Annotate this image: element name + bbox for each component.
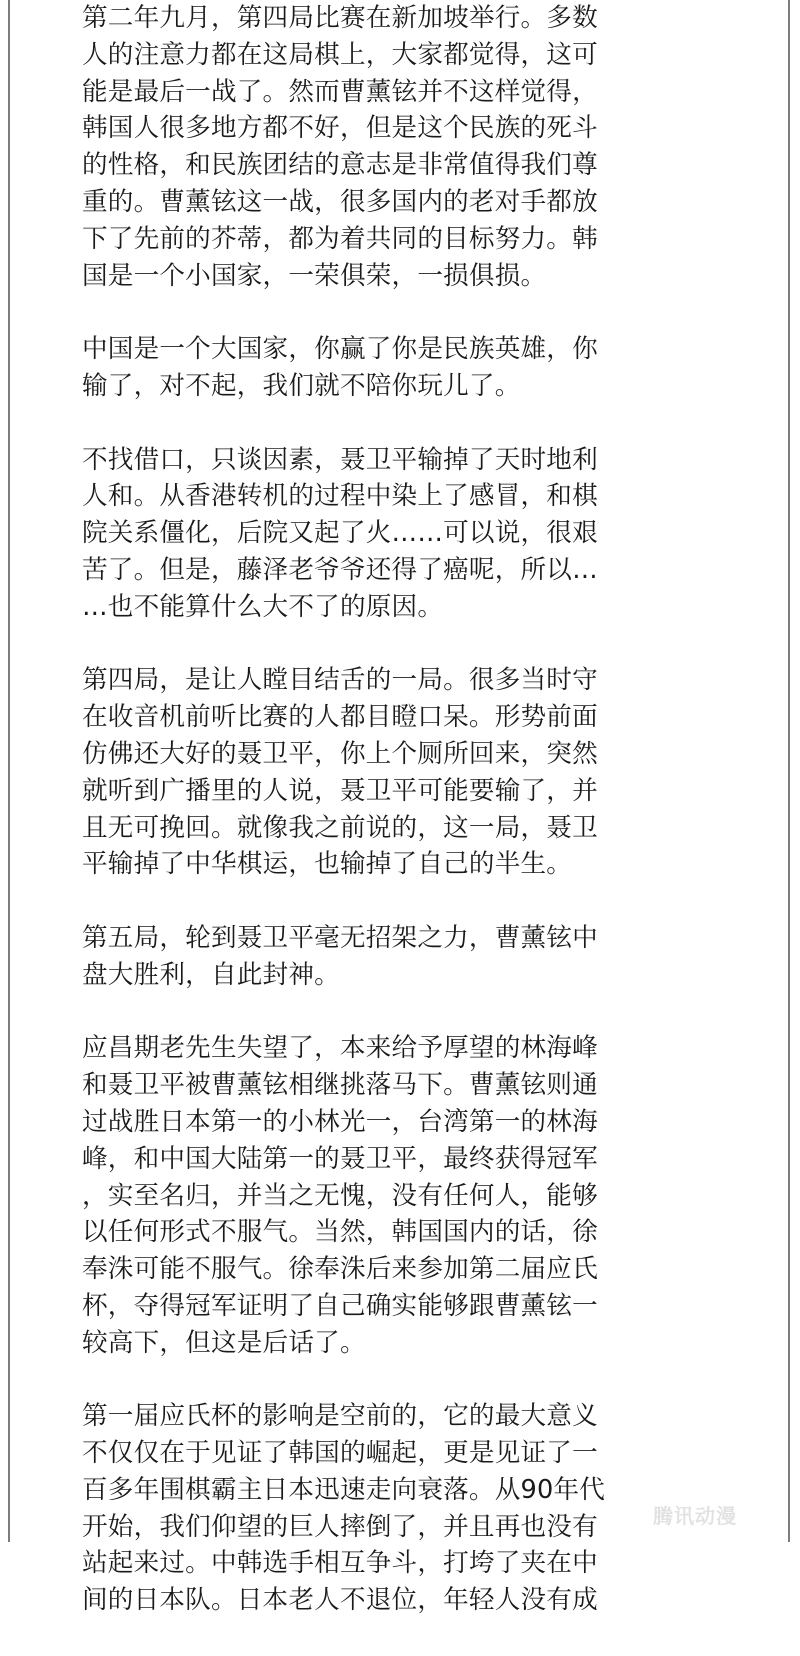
paragraph (82, 0, 730, 294)
text-line: 不找借口，只谈因素，聂卫平输掉了天时地利 (82, 444, 598, 475)
text-line: 的性格，和民族团结的意志是非常值得我们尊 (82, 150, 598, 181)
watermark-logo: 腾讯动漫 (653, 1504, 737, 1528)
text-line: 且无可挽回。就像我之前说的，这一局，聂卫 (82, 812, 598, 843)
text-line: 间的日本队。日本老人不退位，年轻人没有成 (82, 1585, 598, 1616)
text-line: 第五局，轮到聂卫平毫无招架之力，曹薰铉中 (82, 922, 598, 953)
text-line: 就听到广播里的人说，聂卫平可能要输了，并 (82, 775, 598, 806)
text-line: 盘大胜利，自此封神。 (82, 959, 340, 990)
text-line: 苦了。但是，藤泽老爷爷还得了癌呢，所以… (82, 554, 598, 585)
text-line: 下了先前的芥蒂，都为着共同的目标努力。韩 (82, 223, 598, 254)
text-line: 院关系僵化，后院又起了火……可以说，很艰 (82, 518, 598, 549)
text-line: 中国是一个大国家，你赢了你是民族英雄，你 (82, 334, 598, 365)
text-line: 第二年九月，第四局比赛在新加坡举行。多数 (82, 3, 598, 33)
text-line: 平输掉了中华棋运，也输掉了自己的半生。 (82, 849, 573, 880)
text-line: 站起来过。中韩选手相互争斗，打垮了夹在中 (82, 1548, 598, 1579)
text-line: 第一届应氏杯的影响是空前的，它的最大意义 (82, 1401, 598, 1432)
text-line: 开始，我们仰望的巨人摔倒了，并且再也没有 (82, 1511, 598, 1542)
text-line: 仿佛还大好的聂卫平，你上个厕所回来，突然 (82, 738, 598, 769)
text-line: 和聂卫平被曹薰铉相继挑落马下。曹薰铉则通 (82, 1070, 598, 1101)
text-line: …也不能算什么大不了的原因。 (82, 591, 444, 622)
text-line: 在收音机前听比赛的人都目瞪口呆。形势前面 (82, 702, 598, 733)
right-margin-rule (788, 0, 790, 1542)
paragraph (82, 1398, 730, 1619)
paragraph (82, 1030, 730, 1361)
text-line: 能是最后一战了。然而曹薰铉并不这样觉得， (82, 76, 598, 107)
text-line: 杯，夺得冠军证明了自己确实能够跟曹薰铉一 (82, 1290, 598, 1321)
text-line: 韩国人很多地方都不好，但是这个民族的死斗 (82, 113, 598, 144)
paragraph (82, 662, 730, 883)
text-line: 过战胜日本第一的小林光一，台湾第一的林海 (82, 1106, 598, 1137)
text-line: 百多年围棋霸主日本迅速走向衰落。从90年代 (82, 1474, 606, 1505)
text-line: 奉洙可能不服气。徐奉洙后来参加第二届应氏 (82, 1254, 598, 1285)
text-line: ，实至名归，并当之无愧，没有任何人，能够 (82, 1180, 598, 1211)
text-line: 不仅仅在于见证了韩国的崛起，更是见证了一 (82, 1438, 598, 1469)
text-line: 国是一个小国家，一荣俱荣，一损俱损。 (82, 260, 547, 291)
text-line: 第四局，是让人瞠目结舌的一局。很多当时守 (82, 665, 598, 696)
text-line: 重的。曹薰铉这一战，很多国内的老对手都放 (82, 186, 598, 217)
text-line: 应昌期老先生失望了，本来给予厚望的林海峰 (82, 1033, 598, 1064)
paragraph (82, 442, 730, 626)
left-margin-rule (8, 0, 10, 1542)
paragraph (82, 920, 730, 994)
text-line: 较高下，但这是后话了。 (82, 1327, 366, 1358)
text-line: 峰，和中国大陆第一的聂卫平，最终获得冠军 (82, 1143, 598, 1174)
text-line: 输了，对不起，我们就不陪你玩儿了。 (82, 370, 521, 401)
text-line: 以任何形式不服气。当然，韩国国内的话，徐 (82, 1217, 598, 1248)
text-line: 人的注意力都在这局棋上，大家都觉得，这可 (82, 39, 598, 70)
article-body (82, 0, 730, 1656)
text-line: 人和。从香港转机的过程中染上了感冒，和棋 (82, 481, 598, 512)
paragraph (82, 331, 730, 405)
